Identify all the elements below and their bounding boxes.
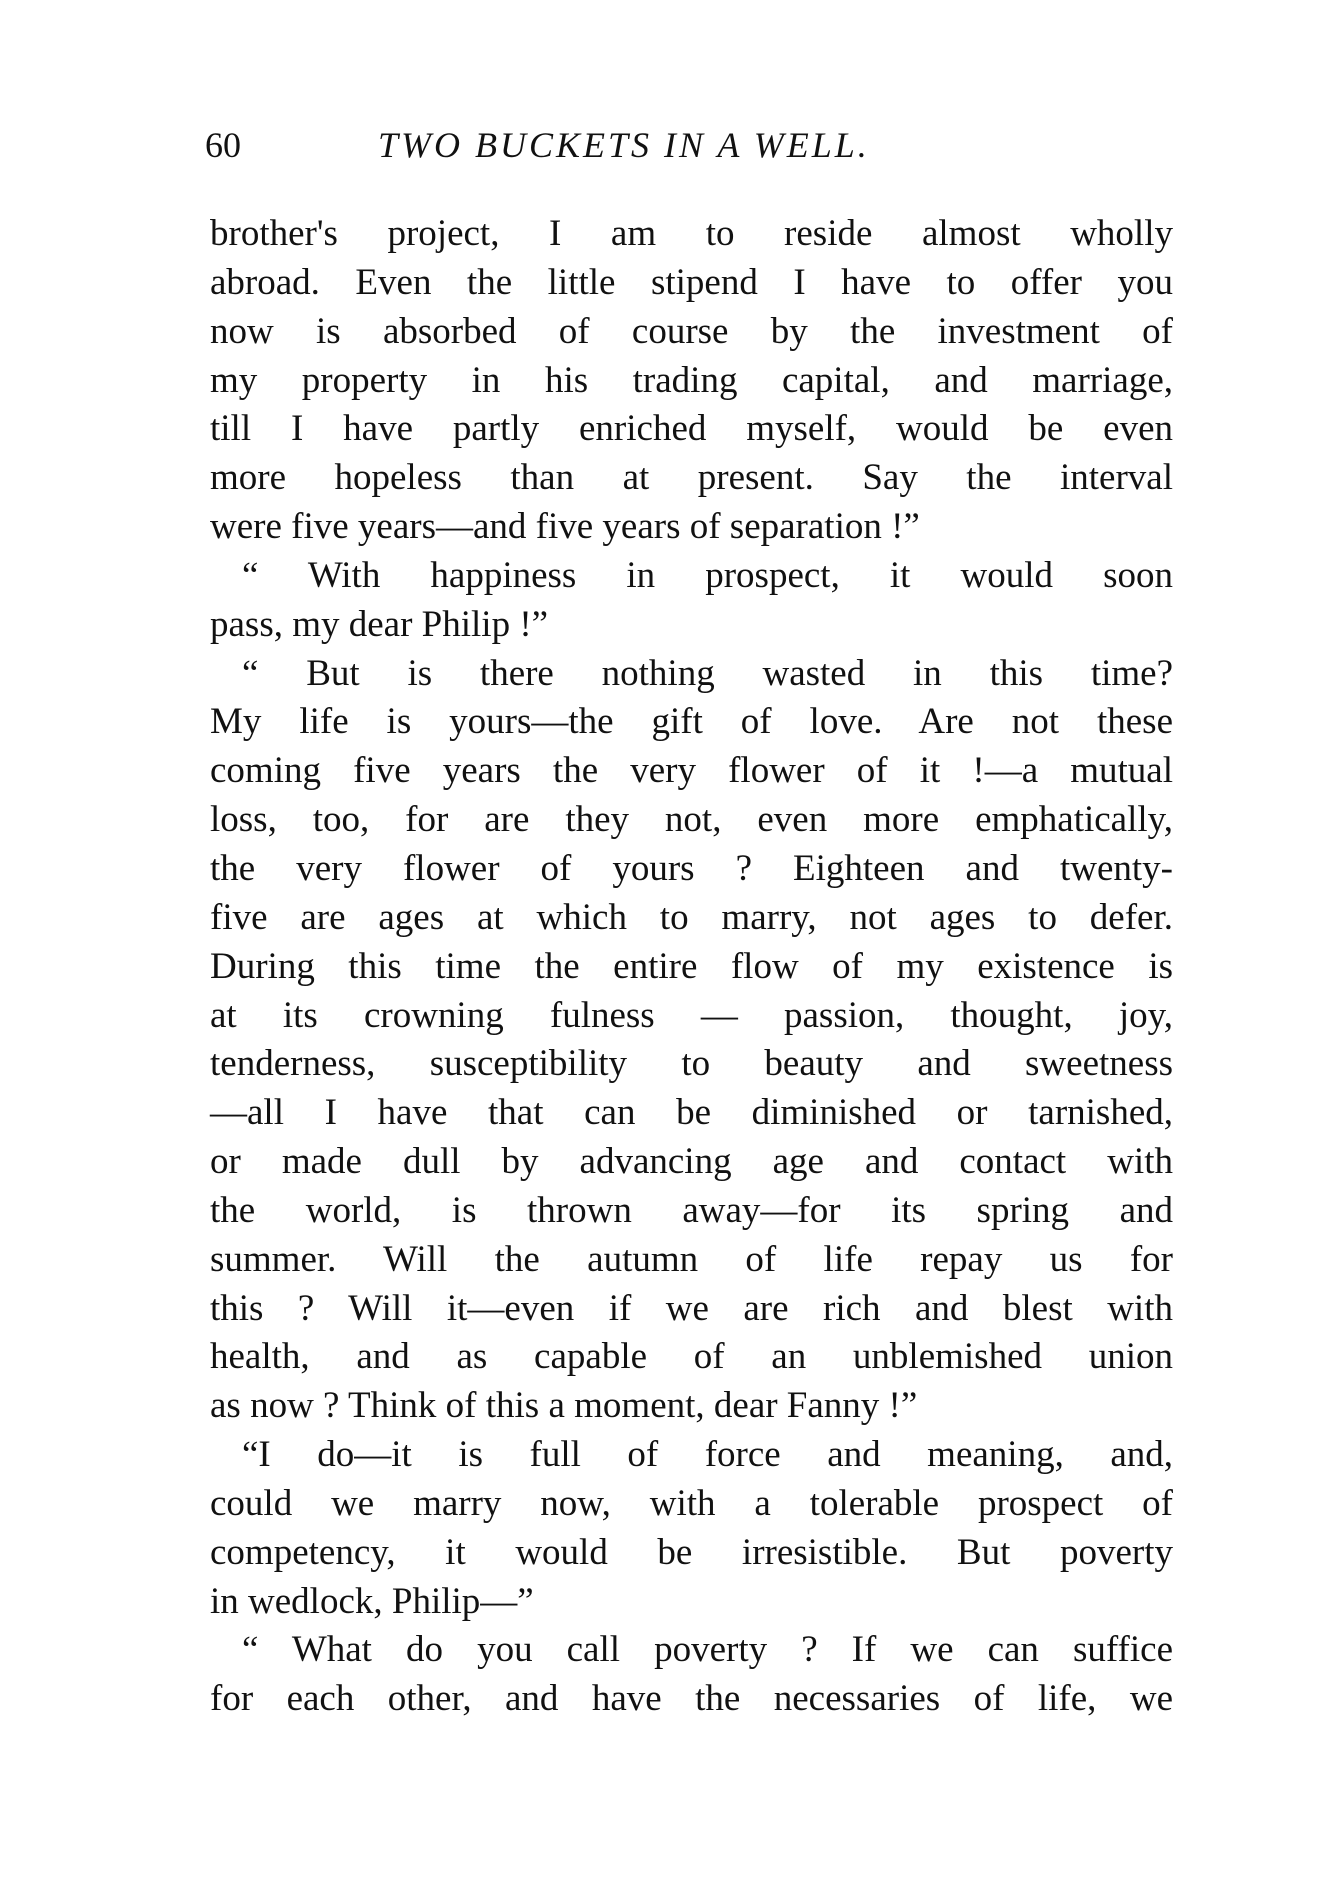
text-line: —all I have that can be diminished or tarnished, bbox=[210, 1092, 1173, 1134]
page-number: 60 bbox=[205, 125, 241, 165]
text-line: pass, my dear Philip !” bbox=[210, 603, 549, 645]
text-line: “ With happiness in prospect, it would soon bbox=[242, 554, 1173, 596]
text-line: the very flower of yours ? Eighteen and twenty- bbox=[210, 847, 1173, 889]
text-line: abroad. Even the little stipend I have to offer you bbox=[210, 261, 1173, 303]
text-line: competency, it would be irresistible. But poverty bbox=[210, 1531, 1173, 1573]
text-line: “I do—it is full of force and meaning, and, bbox=[242, 1434, 1173, 1476]
text-line: “ What do you call poverty ? If we can suffice bbox=[242, 1629, 1173, 1671]
body-text bbox=[210, 210, 1173, 1724]
text-line: “ But is there nothing wasted in this time? bbox=[242, 652, 1173, 694]
text-line: tenderness, susceptibility to beauty and sweetness bbox=[210, 1043, 1173, 1085]
text-line: summer. Will the autumn of life repay us for bbox=[210, 1238, 1173, 1280]
text-line: my property in his trading capital, and marriage, bbox=[210, 359, 1173, 401]
text-line: as now ? Think of this a moment, dear Fanny !” bbox=[210, 1385, 918, 1427]
text-line: During this time the entire flow of my existence is bbox=[210, 945, 1173, 987]
text-line: or made dull by advancing age and contact with bbox=[210, 1141, 1173, 1183]
text-line: loss, too, for are they not, even more emphatically, bbox=[210, 799, 1173, 841]
running-title: TWO BUCKETS IN A WELL. bbox=[378, 125, 870, 165]
text-line: coming five years the very flower of it !—a mutual bbox=[210, 750, 1173, 792]
text-line: for each other, and have the necessaries of life, we bbox=[210, 1678, 1173, 1720]
text-line: My life is yours—the gift of love. Are not these bbox=[210, 701, 1173, 743]
text-line: were five years—and five years of separation !” bbox=[210, 506, 920, 548]
text-line: till I have partly enriched myself, would be even bbox=[210, 408, 1173, 450]
text-line: more hopeless than at present. Say the interval bbox=[210, 457, 1173, 499]
text-line: the world, is thrown away—for its spring and bbox=[210, 1189, 1173, 1231]
text-line: this ? Will it—even if we are rich and blest with bbox=[210, 1287, 1173, 1329]
text-line: in wedlock, Philip—” bbox=[210, 1580, 534, 1622]
text-line: now is absorbed of course by the investment of bbox=[210, 310, 1173, 352]
text-line: at its crowning fulness — passion, thought, joy, bbox=[210, 994, 1173, 1036]
text-line: health, and as capable of an unblemished union bbox=[210, 1336, 1173, 1378]
text-line: could we marry now, with a tolerable prospect of bbox=[210, 1482, 1173, 1524]
text-line: five are ages at which to marry, not ages to defer. bbox=[210, 896, 1173, 938]
text-line: brother's project, I am to reside almost wholly bbox=[210, 213, 1173, 254]
